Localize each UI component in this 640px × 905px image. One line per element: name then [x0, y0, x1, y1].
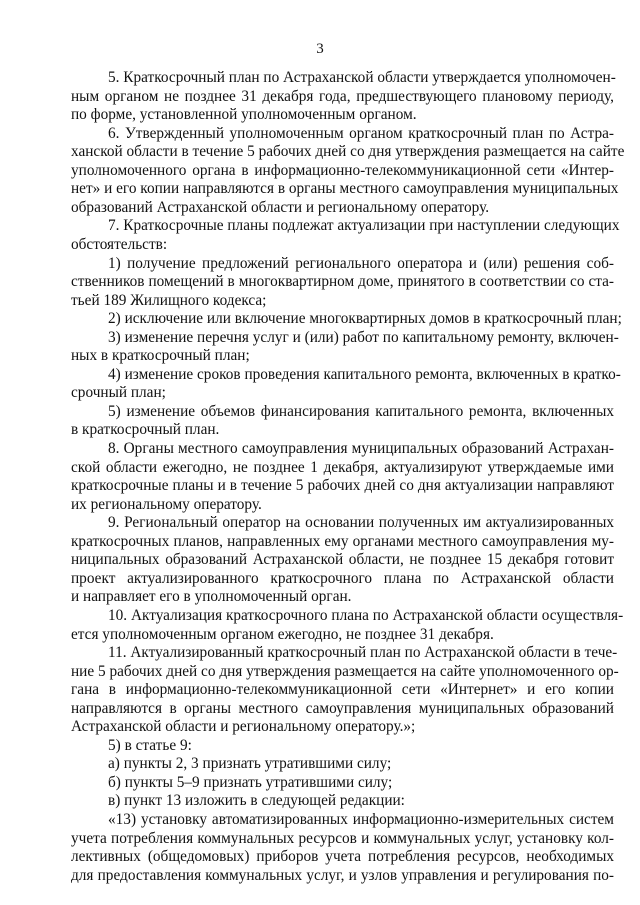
text-line: краткосрочные планы и в течение 5 рабочих дней со дня актуализации направляют: [71, 477, 614, 495]
text-line: образований Астраханской области и региональному оператору.: [71, 198, 490, 216]
text-line: ных в краткосрочный план;: [71, 347, 250, 365]
text-line: в) пункт 13 изложить в следующей редакции:: [108, 792, 405, 810]
text-line: 1) получение предложений регионального оператора и (или) решения соб-: [108, 254, 614, 272]
text-line: для предоставления коммунальных услуг, и узлов управления и регулирования по-: [71, 866, 614, 884]
text-line: краткосрочных планов, направленных ему органами местного самоуправления му-: [71, 532, 614, 550]
text-line: ным органом не позднее 31 декабря года, предшествующего плановому периоду,: [71, 87, 614, 105]
text-line: лективных (общедомовых) приборов учета потребления ресурсов, необходимых: [71, 848, 614, 866]
text-line: а) пункты 2, 3 признать утратившими силу;: [108, 755, 392, 773]
text-line: направляются в органы местного самоуправления муниципальных образований: [71, 699, 614, 717]
page-number: 3: [316, 41, 324, 57]
text-line: 5) в статье 9:: [108, 736, 192, 754]
text-line: учета потребления коммунальных ресурсов и коммунальных услуг, установку кол-: [71, 829, 614, 847]
text-line: тьей 189 Жилищного кодекса;: [71, 291, 267, 309]
text-line: ниципальных образований Астраханской области, не позднее 15 декабря готовит: [71, 551, 614, 569]
text-line: гана в информационно-телекоммуникационной сети «Интернет» и его копии: [71, 681, 614, 699]
text-line: обстоятельств:: [71, 235, 168, 253]
text-line: срочный план;: [71, 384, 166, 402]
text-line: 3) изменение перечня услуг и (или) работ по капитальному ремонту, включен-: [108, 328, 619, 346]
text-line: б) пункты 5–9 признать утратившими силу;: [108, 773, 393, 791]
text-line: и направляет его в уполномоченный орган.: [71, 588, 352, 606]
text-line: ханской области в течение 5 рабочих дней со дня утверждения размещается на сайте: [71, 143, 625, 161]
text-line: 9. Региональный оператор на основании полученных им актуализированных: [108, 514, 614, 532]
text-line: их региональному оператору.: [71, 495, 262, 513]
text-line: Астраханской области и региональному оператору.»;: [71, 718, 416, 736]
text-line: по форме, установленной уполномоченным органом.: [71, 106, 417, 124]
text-line: 11. Актуализированный краткосрочный план по Астраханской области в тече-: [108, 644, 618, 662]
text-line: 10. Актуализация краткосрочного плана по Астраханской области осуществля-: [108, 606, 624, 624]
text-line: «13) установку автоматизированных информационно-измерительных систем: [108, 811, 614, 828]
text-line: 7. Краткосрочные планы подлежат актуализации при наступлении следующих: [108, 217, 620, 235]
text-line: ется уполномоченным органом ежегодно, не позднее 31 декабря.: [71, 625, 494, 643]
text-line: уполномоченного органа в информационно-телекоммуникационной сети «Интер-: [71, 161, 614, 179]
text-line: ние 5 рабочих дней со дня утверждения размещается на сайте уполномоченного ор-: [71, 662, 619, 680]
text-line: в краткосрочный план.: [71, 421, 220, 439]
text-line: ской области ежегодно, не позднее 1 декабря, актуализируют утверждаемые ими: [71, 458, 614, 476]
text-line: нет» и его копии направляются в органы местного самоуправления муниципальных: [71, 180, 619, 198]
text-line: ственников помещений в многоквартирном доме, принятого в соответствии со ста-: [71, 273, 614, 291]
text-line: 4) изменение сроков проведения капитального ремонта, включенных в кратко-: [108, 365, 621, 383]
text-line: проект актуализированного краткосрочного плана по Астраханской области: [71, 569, 614, 587]
text-line: 2) исключение или включение многоквартирных домов в краткосрочный план;: [108, 310, 622, 328]
text-line: 6. Утвержденный уполномоченным органом краткосрочный план по Астра-: [108, 124, 614, 142]
text-line: 8. Органы местного самоуправления муниципальных образований Астрахан-: [108, 440, 614, 457]
text-line: 5. Краткосрочный план по Астраханской области утверждается уполномочен-: [108, 69, 616, 86]
text-line: 5) изменение объемов финансирования капитального ремонта, включенных: [108, 402, 614, 420]
